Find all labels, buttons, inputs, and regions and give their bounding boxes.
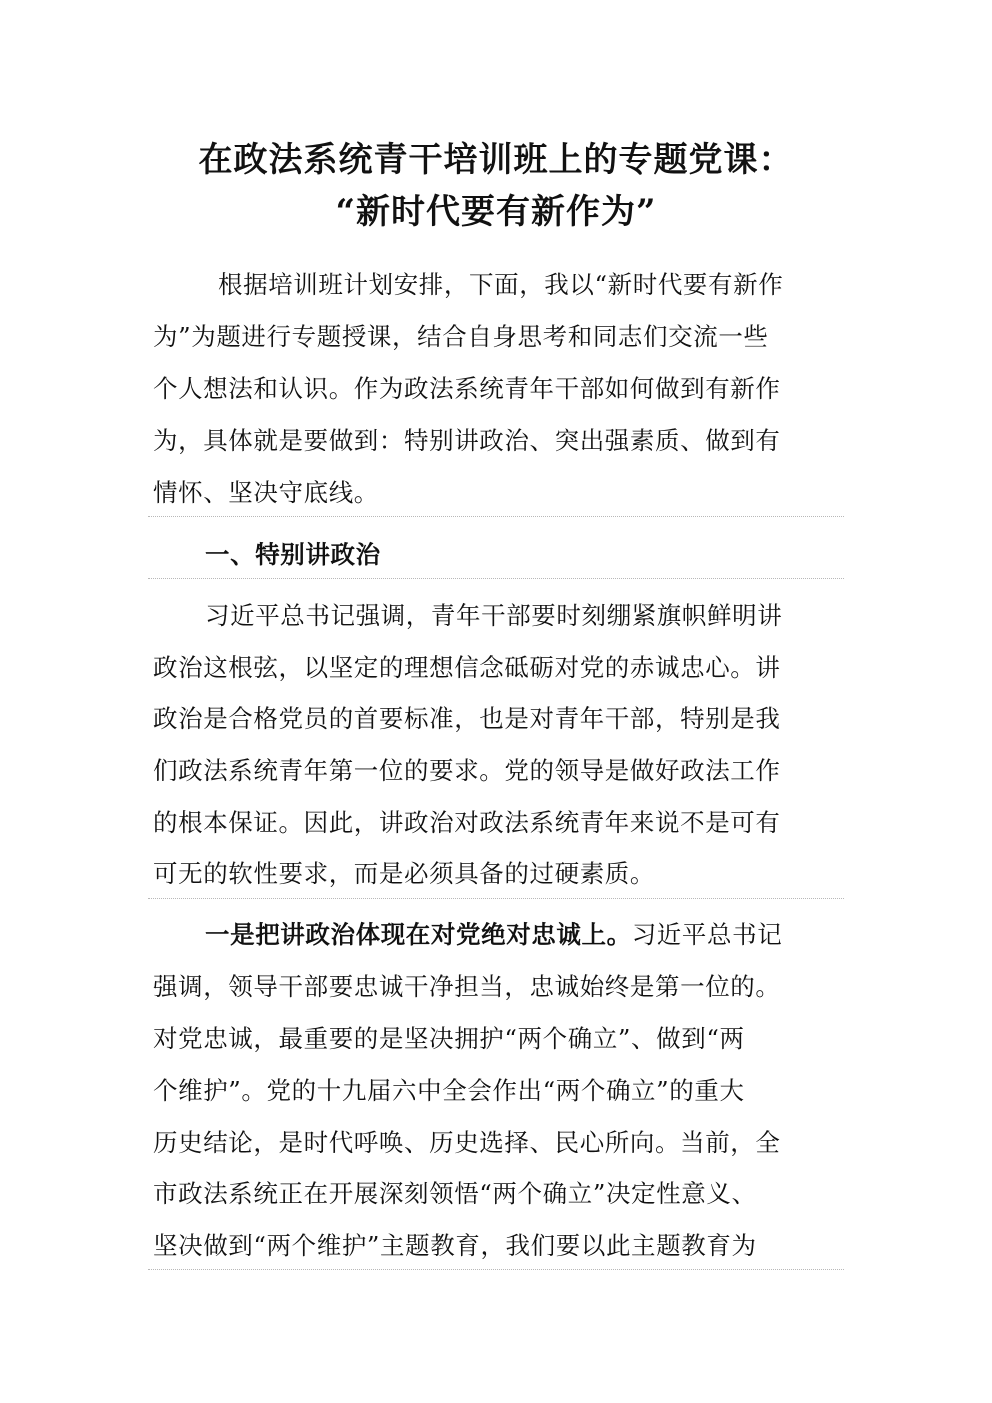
intro-line: 情怀、坚决守底线。: [153, 478, 379, 507]
section1-line: 们政法系统青年第一位的要求。党的领导是做好政法工作: [153, 756, 781, 785]
document-title-line-1: 在政法系统青干培训班上的专题党课：: [198, 140, 794, 180]
intro-line: 个人想法和认识。作为政法系统青年干部如何做到有新作: [153, 374, 781, 403]
point1-line: 对党忠诚，最重要的是坚决拥护“两个确立”、做到“两: [153, 1024, 745, 1053]
section1-line: 可无的软性要求，而是必须具备的过硬素质。: [153, 859, 655, 888]
point1-first-line: [205, 918, 782, 952]
divider: [148, 578, 844, 579]
point1-line: 强调，领导干部要忠诚干净担当，忠诚始终是第一位的。: [153, 972, 781, 1001]
section1-line: 政治是合格党员的首要标准，也是对青年干部，特别是我: [153, 704, 781, 733]
point1-line: 历史结论，是时代呼唤、历史选择、民心所向。当前，全: [153, 1128, 781, 1157]
divider: [148, 898, 844, 899]
document-title-line-2: “新时代要有新作为”: [335, 192, 657, 232]
point1-line: 个维护”。党的十九届六中全会作出“两个确立”的重大: [153, 1076, 745, 1105]
section1-line: 习近平总书记强调，青年干部要时刻绷紧旗帜鲜明讲: [205, 601, 783, 630]
section1-line: 政治这根弦，以坚定的理想信念砥砺对党的赤诚忠心。讲: [153, 653, 781, 682]
point1-bold-lead: 一是把讲政治体现在对党绝对忠诚上。: [205, 920, 632, 949]
point1-line: 坚决做到“两个维护”主题教育，我们要以此主题教育为: [153, 1231, 757, 1260]
divider: [148, 1269, 844, 1270]
intro-line: 根据培训班计划安排，下面，我以“新时代要有新作: [218, 270, 784, 299]
point1-first-rest: 习近平总书记: [631, 920, 783, 949]
divider: [148, 516, 844, 517]
intro-line: 为”为题进行专题授课，结合自身思考和同志们交流一些: [153, 322, 769, 351]
section-heading: 一、特别讲政治: [205, 540, 381, 569]
section1-line: 的根本保证。因此，讲政治对政法系统青年来说不是可有: [153, 808, 781, 837]
intro-line: 为，具体就是要做到：特别讲政治、突出强素质、做到有: [153, 426, 781, 455]
point1-line: 市政法系统正在开展深刻领悟“两个确立”决定性意义、: [153, 1179, 757, 1208]
